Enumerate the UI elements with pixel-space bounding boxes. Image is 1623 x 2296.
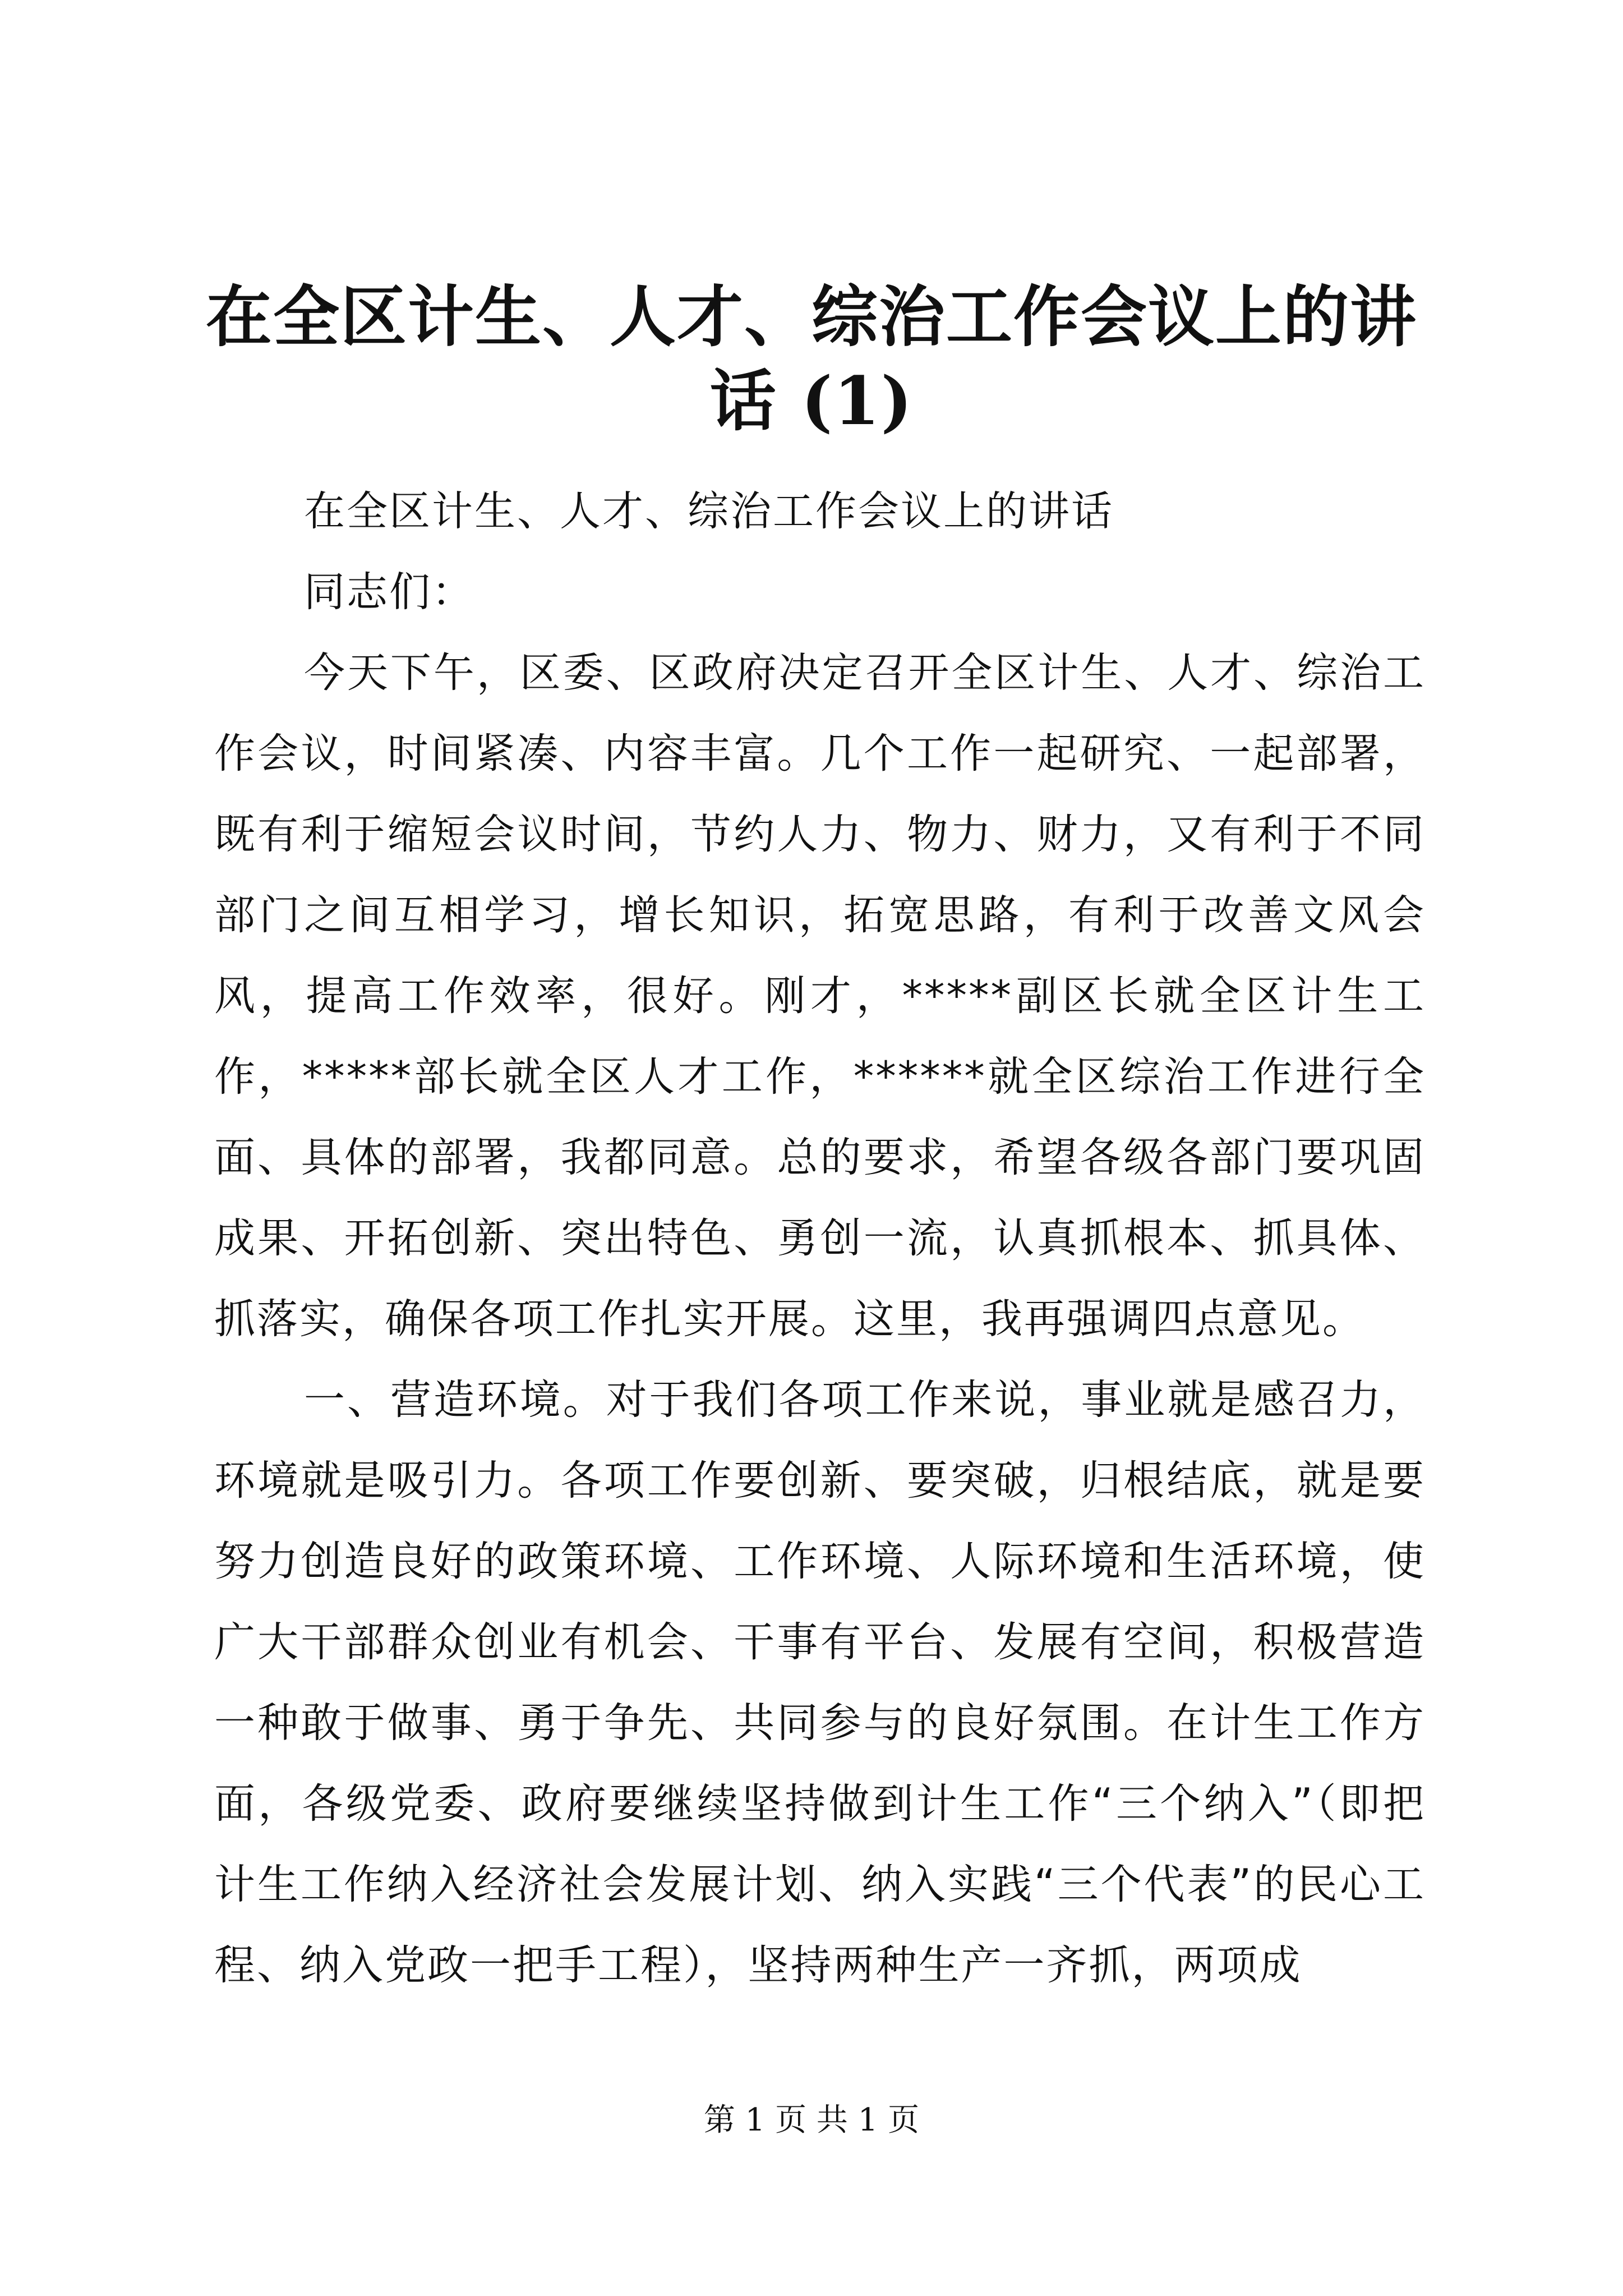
paragraph-subtitle: 在全区计生、人才、综治工作会议上的讲话 [304,487,1114,535]
document-body [214,471,1426,2006]
paragraph-salutation: 同志们： [304,568,474,616]
page-footer: 第 1 页 共 1 页 [703,2102,920,2138]
paragraph-opening: 今天下午，区委、区政府决定召开全区计生、人才、综治工作会议，时间紧凑、内容丰富。几个工作一起研究、一起部署，既有利于缩短会议时间，节约人力、物力、财力，又有利于不同部门之间互相学习，增长知识，拓宽思路，有利于改善文风会风，提高工作效率，很好。刚才，*****副区长就全区计生工作，*****部长就全区人才工作，******就全区综治工作进行全面、具体的部署，我都同意。总的要求，希望各级各部门要巩固成果、开拓创新、突出特色、勇创一流，认真抓根本、抓具体、抓落实，确保各项工作扎实开展。这里，我再强调四点意见。 [214,649,1426,1343]
document-title: 在全区计生、人才、综治工作会议上的讲话 (1) [205,278,1417,440]
paragraph-point-one: 一、营造环境。对于我们各项工作来说，事业就是感召力，环境就是吸引力。各项工作要创新、要突破，归根结底，就是要努力创造良好的政策环境、工作环境、人际环境和生活环境，使广大干部群众创业有机会、干事有平台、发展有空间，积极营造一种敢于做事、勇于争先、共同参与的良好氛围。在计生工作方面，各级党委、政府要继续坚持做到计生工作“三个纳入”（即把计生工作纳入经济社会发展计划、纳入实践“三个代表”的民心工程、纳入党政一把手工程），坚持两种生产一齐抓，两项成 [214,1376,1426,1989]
